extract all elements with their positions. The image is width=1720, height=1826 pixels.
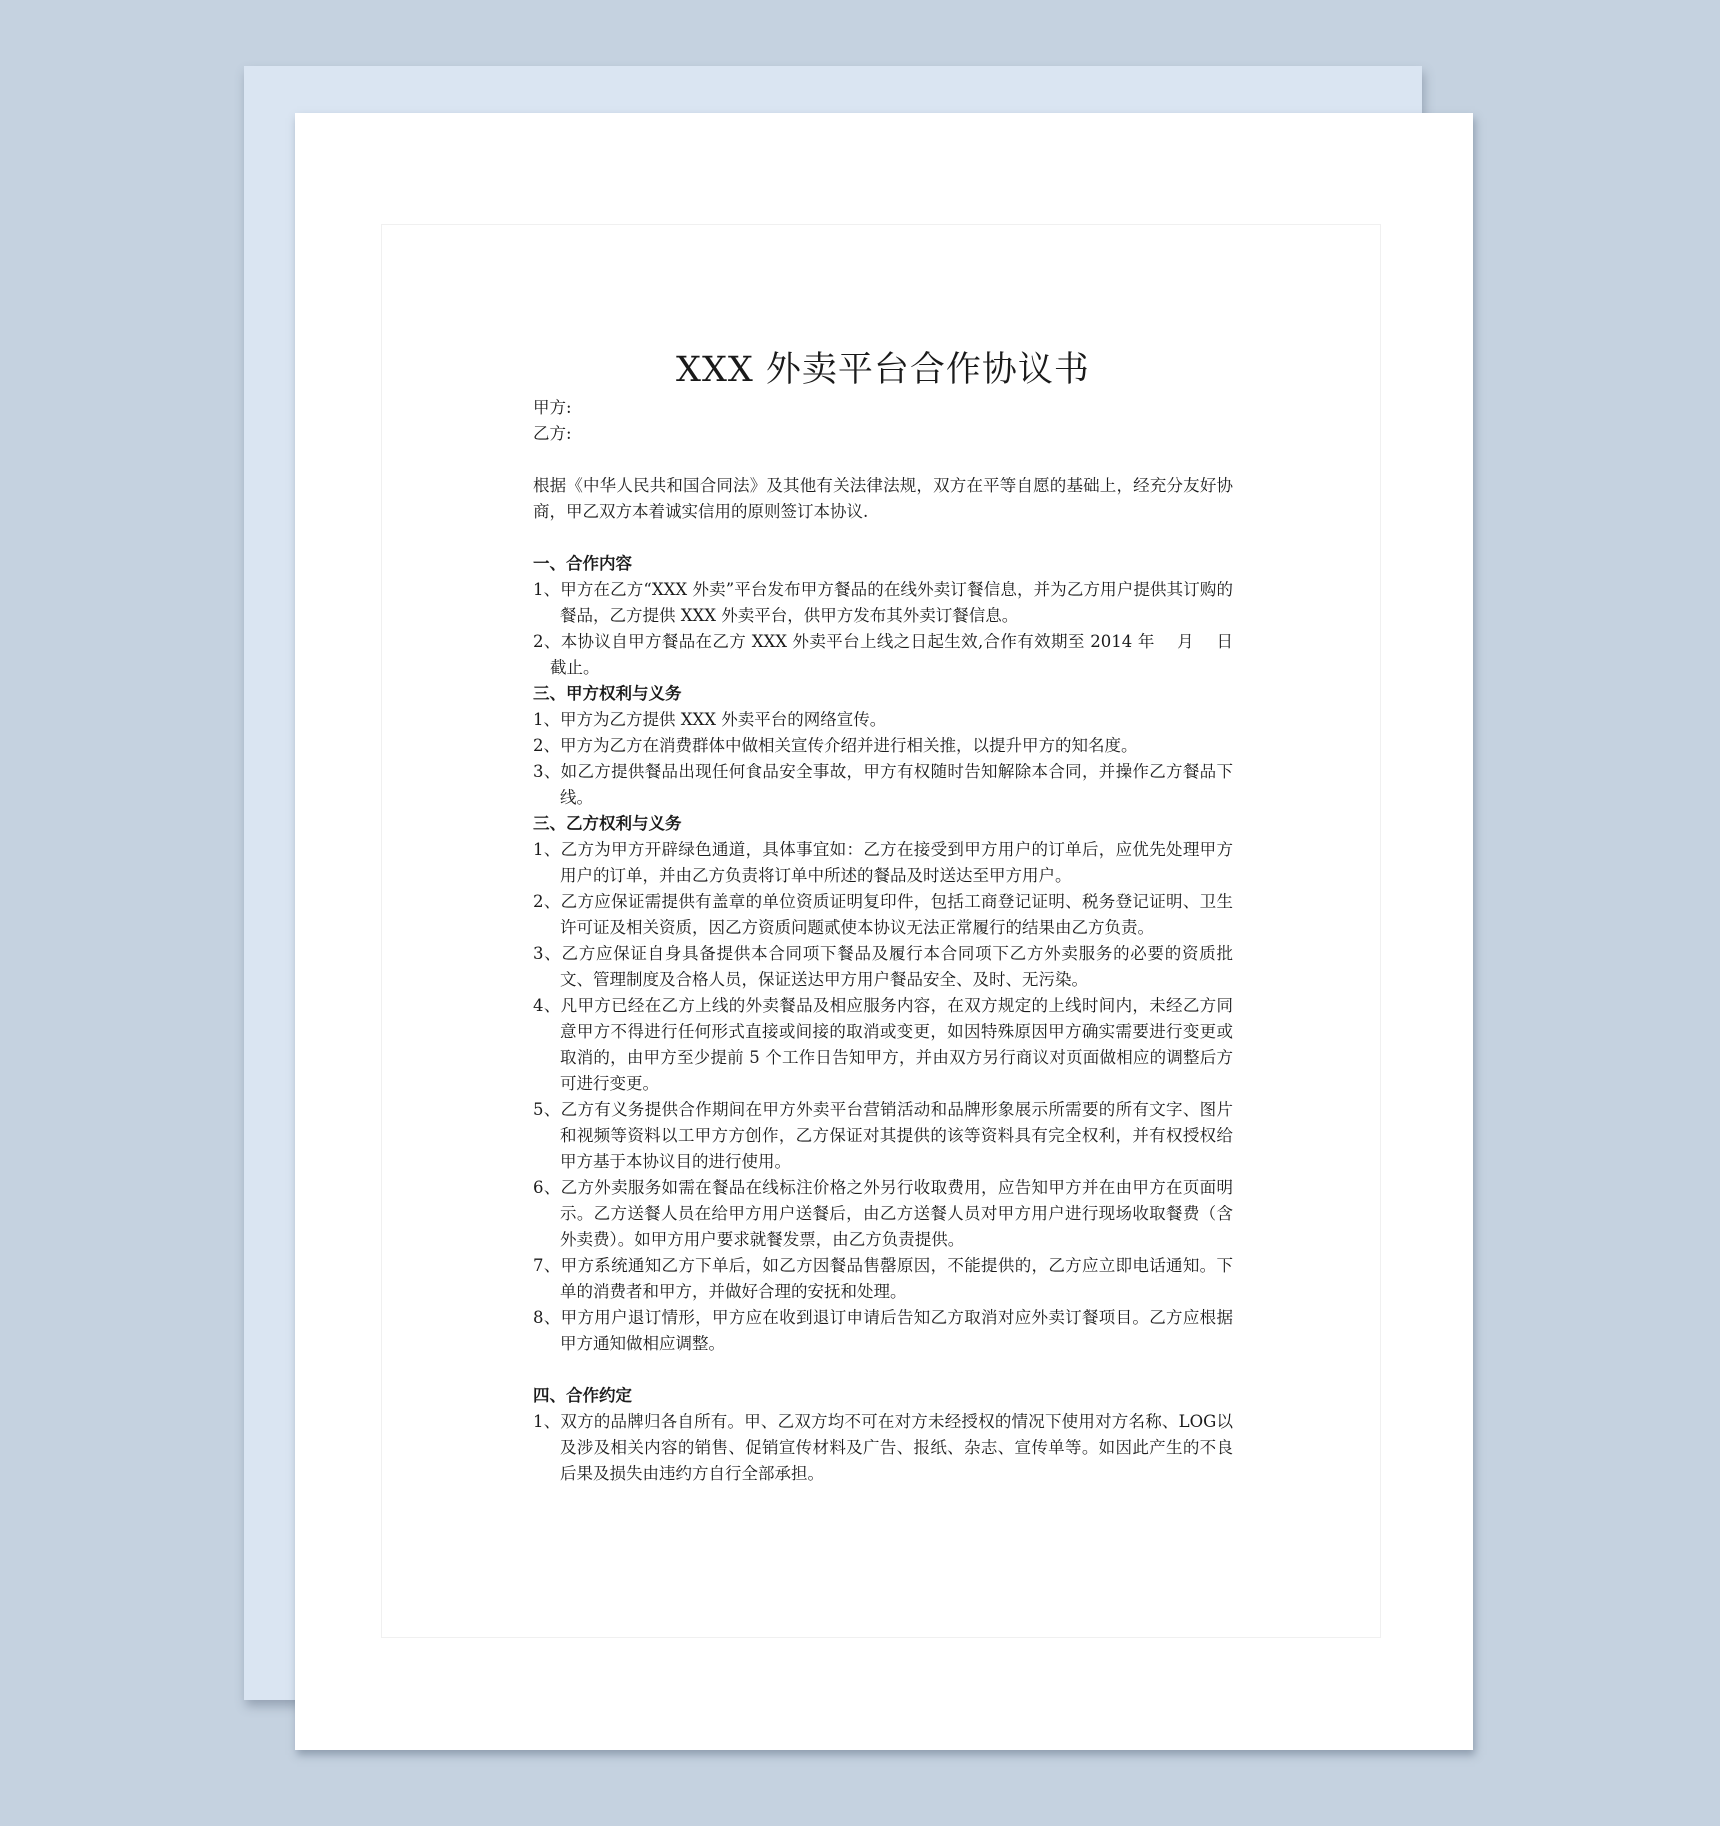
list-item: 1、双方的品牌归各自所有。甲、乙双方均不可在对方未经授权的情况下使用对方名称、LOG以及涉及相关内容的销售、促销宣传材料及广告、报纸、杂志、宣传单等。如因此产生的不良后果及损失由违约方自行全部承担。 [533, 1412, 1233, 1483]
list-item: 2、甲方为乙方在消费群体中做相关宣传介绍并进行相关推，以提升甲方的知名度。 [533, 736, 1138, 755]
section-cooperation-content [533, 551, 1233, 681]
list-item: 8、甲方用户退订情形，甲方应在收到退订申请后告知乙方取消对应外卖订餐项目。乙方应根据甲方通知做相应调整。 [533, 1308, 1233, 1353]
document-body [533, 345, 1233, 1487]
list-item: 3、如乙方提供餐品出现任何食品安全事故，甲方有权随时告知解除本合同，并操作乙方餐品下线。 [533, 762, 1233, 807]
spacer [533, 1357, 1233, 1383]
party-a-label: 甲方: [533, 398, 572, 417]
list-item: 3、乙方应保证自身具备提供本合同项下餐品及履行本合同项下乙方外卖服务的必要的资质批文、管理制度及合格人员，保证送达甲方用户餐品安全、及时、无污染。 [533, 944, 1233, 989]
list-item: 1、乙方为甲方开辟绿色通道，具体事宜如：乙方在接受到甲方用户的订单后，应优先处理甲方用户的订单，并由乙方负责将订单中所述的餐品及时送达至甲方用户。 [533, 840, 1233, 885]
list-item: 1、甲方在乙方“XXX 外卖”平台发布甲方餐品的在线外卖订餐信息，并为乙方用户提供其订购的餐品，乙方提供 XXX 外卖平台，供甲方发布其外卖订餐信息。 [533, 580, 1233, 625]
spacer [533, 525, 1233, 551]
section-party-a-rights [533, 681, 1233, 811]
section-heading: 一、合作内容 [533, 554, 632, 573]
list-item: 2、乙方应保证需提供有盖章的单位资质证明复印件，包括工商登记证明、税务登记证明、卫生许可证及相关资质，因乙方资质问题贰使本协议无法正常履行的结果由乙方负责。 [533, 892, 1233, 937]
intro-paragraph: 根据《中华人民共和国合同法》及其他有关法律法规，双方在平等自愿的基础上，经充分友好协商，甲乙双方本着诚实信用的原则签订本协议. [533, 476, 1233, 521]
section-heading: 四、合作约定 [533, 1386, 632, 1405]
list-item: 6、乙方外卖服务如需在餐品在线标注价格之外另行收取费用，应告知甲方并在由甲方在页面明示。乙方送餐人员在给甲方用户送餐后，由乙方送餐人员对甲方用户进行现场收取餐费（含外卖费）。如甲方用户要求就餐发票，由乙方负责提供。 [533, 1178, 1233, 1249]
list-item: 1、甲方为乙方提供 XXX 外卖平台的网络宣传。 [533, 710, 887, 729]
section-heading: 三、乙方权利与义务 [533, 814, 682, 833]
section-party-b-rights [533, 811, 1233, 1357]
document-title: XXX 外卖平台合作协议书 [676, 350, 1090, 390]
document-page [295, 113, 1473, 1750]
list-item: 2、本协议自甲方餐品在乙方 XXX 外卖平台上线之日起生效,合作有效期至 2014 年 月 日截止。 [533, 632, 1233, 677]
party-b-label: 乙方: [533, 424, 572, 443]
section-cooperation-agreement [533, 1383, 1233, 1487]
section-heading: 三、甲方权利与义务 [533, 684, 682, 703]
list-item: 4、凡甲方已经在乙方上线的外卖餐品及相应服务内容，在双方规定的上线时间内，未经乙方同意甲方不得进行任何形式直接或间接的取消或变更，如因特殊原因甲方确实需要进行变更或取消的，由甲方至少提前 5 个工作日告知甲方，并由双方另行商议对页面做相应的调整后方可进行变更。 [533, 996, 1233, 1093]
list-item: 5、乙方有义务提供合作期间在甲方外卖平台营销活动和品牌形象展示所需要的所有文字、图片和视频等资料以工甲方方创作，乙方保证对其提供的该等资料具有完全权利，并有权授权给甲方基于本协议目的进行使用。 [533, 1100, 1233, 1171]
list-item: 7、甲方系统通知乙方下单后，如乙方因餐品售罄原因，不能提供的，乙方应立即电话通知。下单的消费者和甲方，并做好合理的安抚和处理。 [533, 1256, 1233, 1301]
